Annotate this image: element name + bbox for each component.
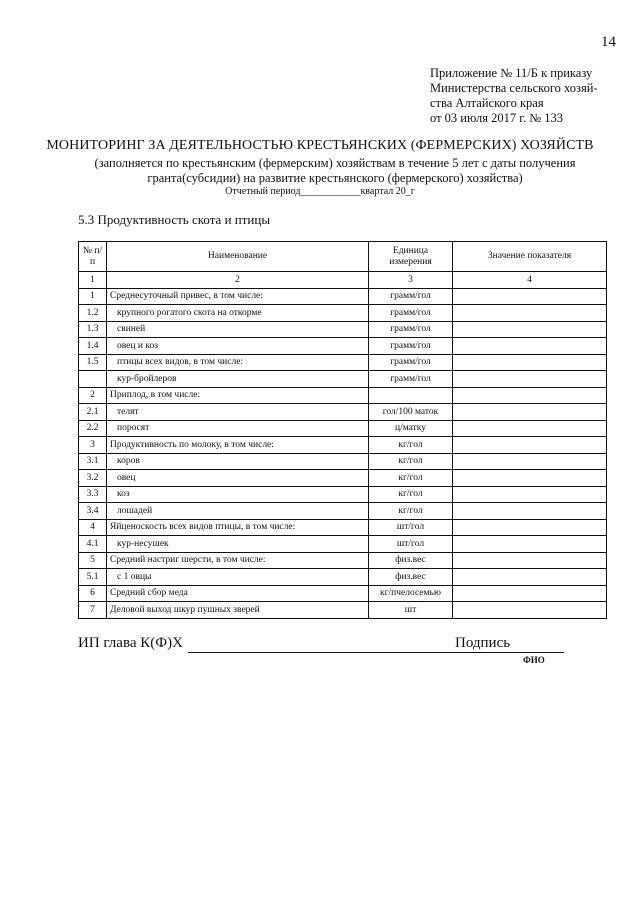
row-unit: кг/пчелосемью [369, 585, 453, 602]
column-index: 3 [369, 272, 453, 289]
row-unit: грамм/гол [369, 288, 453, 305]
row-unit: кг/гол [369, 503, 453, 520]
table-row [79, 387, 607, 404]
row-number: 1 [79, 288, 107, 305]
header-unit: Единица измерения [369, 242, 453, 272]
row-unit: кг/гол [369, 453, 453, 470]
row-value[interactable] [453, 486, 607, 503]
table-row [79, 486, 607, 503]
appendix-note [430, 66, 630, 126]
row-number: 2.2 [79, 420, 107, 437]
row-name: кур-бройлеров [107, 371, 369, 388]
row-unit: грамм/гол [369, 371, 453, 388]
row-number: 1.3 [79, 321, 107, 338]
table-row [79, 470, 607, 487]
appendix-line: Приложение № 11/Б к приказу [430, 66, 593, 80]
row-unit: грамм/гол [369, 321, 453, 338]
document-title: МОНИТОРИНГ ЗА ДЕЯТЕЛЬНОСТЬЮ КРЕСТЬЯНСКИХ (ФЕРМЕРСКИХ) ХОЗЯЙСТВ [46, 138, 594, 153]
row-name: Среднесуточный привес, в том числе: [107, 288, 369, 305]
row-name: овец [107, 470, 369, 487]
table-row [79, 602, 607, 619]
table-row [79, 288, 607, 305]
row-unit: грамм/гол [369, 338, 453, 355]
row-number: 7 [79, 602, 107, 619]
signature-footer [78, 635, 618, 675]
row-name: свиней [107, 321, 369, 338]
row-unit: грамм/гол [369, 354, 453, 371]
table-row [79, 354, 607, 371]
row-number: 1.2 [79, 305, 107, 322]
row-number: 2.1 [79, 404, 107, 421]
row-name: поросят [107, 420, 369, 437]
page-number: 14 [601, 34, 616, 50]
row-name: Средний настриг шерсти, в том числе: [107, 552, 369, 569]
table-row [79, 404, 607, 421]
table-row [79, 420, 607, 437]
table-row [79, 519, 607, 536]
row-number: 1.5 [79, 354, 107, 371]
row-name: птицы всех видов, в том числе: [107, 354, 369, 371]
row-value[interactable] [453, 552, 607, 569]
row-unit: физ.вес [369, 552, 453, 569]
header-number: № п/п [79, 242, 107, 272]
row-number: 6 [79, 585, 107, 602]
table-row [79, 536, 607, 553]
table-row [79, 437, 607, 454]
row-number: 3.4 [79, 503, 107, 520]
row-number: 2 [79, 387, 107, 404]
header-value: Значение показателя [453, 242, 607, 272]
reporting-period: Отчетный период____________квартал 20_г [225, 186, 415, 197]
table-row [79, 552, 607, 569]
section-title: 5.3 Продуктивность скота и птицы [78, 212, 271, 227]
table-row [79, 585, 607, 602]
table-row [79, 338, 607, 355]
row-unit: физ.вес [369, 569, 453, 586]
row-name: коз [107, 486, 369, 503]
productivity-table [78, 241, 607, 619]
row-value[interactable] [453, 371, 607, 388]
row-name: лошадей [107, 503, 369, 520]
row-value[interactable] [453, 321, 607, 338]
row-number: 3.3 [79, 486, 107, 503]
row-value[interactable] [453, 602, 607, 619]
row-value[interactable] [453, 519, 607, 536]
row-name: Приплод, в том числе: [107, 387, 369, 404]
appendix-line: ства Алтайского края [430, 96, 544, 110]
table-row [79, 371, 607, 388]
signature-label: Подпись [455, 635, 511, 651]
row-value[interactable] [453, 453, 607, 470]
ip-name-line[interactable] [188, 652, 530, 653]
row-value[interactable] [453, 420, 607, 437]
column-index: 1 [79, 272, 107, 289]
row-value[interactable] [453, 437, 607, 454]
row-unit: ц/матку [369, 420, 453, 437]
column-index: 4 [453, 272, 607, 289]
row-value[interactable] [453, 387, 607, 404]
row-value[interactable] [453, 536, 607, 553]
row-name: кур-несушек [107, 536, 369, 553]
row-unit: кг/гол [369, 486, 453, 503]
row-unit: шт/гол [369, 536, 453, 553]
row-number: 3.2 [79, 470, 107, 487]
row-value[interactable] [453, 354, 607, 371]
signature-line[interactable] [514, 652, 564, 653]
table-row [79, 569, 607, 586]
table-row [79, 305, 607, 322]
row-number: 5 [79, 552, 107, 569]
column-index-row [79, 272, 607, 289]
table-row [79, 321, 607, 338]
row-number: 4.1 [79, 536, 107, 553]
appendix-line: от 03 июля 2017 г. № 133 [430, 111, 564, 125]
table-row [79, 453, 607, 470]
row-number: 1.4 [79, 338, 107, 355]
document-subtitle: (заполняется по крестьянским (фермерским) хозяйствам в течение 5 лет с даты получения гранта(субсидии) на развитие крестьянского (фермерского) хозяйства) [94, 156, 576, 185]
table-row [79, 503, 607, 520]
row-unit: кг/гол [369, 437, 453, 454]
row-number: 4 [79, 519, 107, 536]
appendix-line: Министерства сельского хозяй- [430, 81, 598, 95]
row-value[interactable] [453, 338, 607, 355]
table-header-row [79, 242, 607, 272]
row-value[interactable] [453, 585, 607, 602]
row-unit: кг/гол [369, 470, 453, 487]
fio-label: ФИО [523, 655, 545, 665]
row-name: Продуктивность по молоку, в том числе: [107, 437, 369, 454]
row-name: овец и коз [107, 338, 369, 355]
ip-head-label: ИП глава К(Ф)Х [78, 635, 183, 651]
row-value[interactable] [453, 470, 607, 487]
row-name: телят [107, 404, 369, 421]
row-number: 3.1 [79, 453, 107, 470]
row-name: Яйценоскость всех видов птицы, в том числе: [107, 519, 369, 536]
row-value[interactable] [453, 503, 607, 520]
row-unit: грамм/гол [369, 305, 453, 322]
row-number: 5.1 [79, 569, 107, 586]
row-unit: шт [369, 602, 453, 619]
row-number: 3 [79, 437, 107, 454]
row-name: Деловой выход шкур пушных зверей [107, 602, 369, 619]
row-name: с 1 овцы [107, 569, 369, 586]
row-unit: шт/гол [369, 519, 453, 536]
row-value[interactable] [453, 569, 607, 586]
row-name: коров [107, 453, 369, 470]
row-value[interactable] [453, 404, 607, 421]
row-value[interactable] [453, 305, 607, 322]
header-name: Наименование [107, 242, 369, 272]
column-index: 2 [107, 272, 369, 289]
row-name: Средний сбор меда [107, 585, 369, 602]
row-unit [369, 387, 453, 404]
row-number [79, 371, 107, 388]
row-unit: гол/100 маток [369, 404, 453, 421]
row-name: крупного рогатого скота на откорме [107, 305, 369, 322]
row-value[interactable] [453, 288, 607, 305]
